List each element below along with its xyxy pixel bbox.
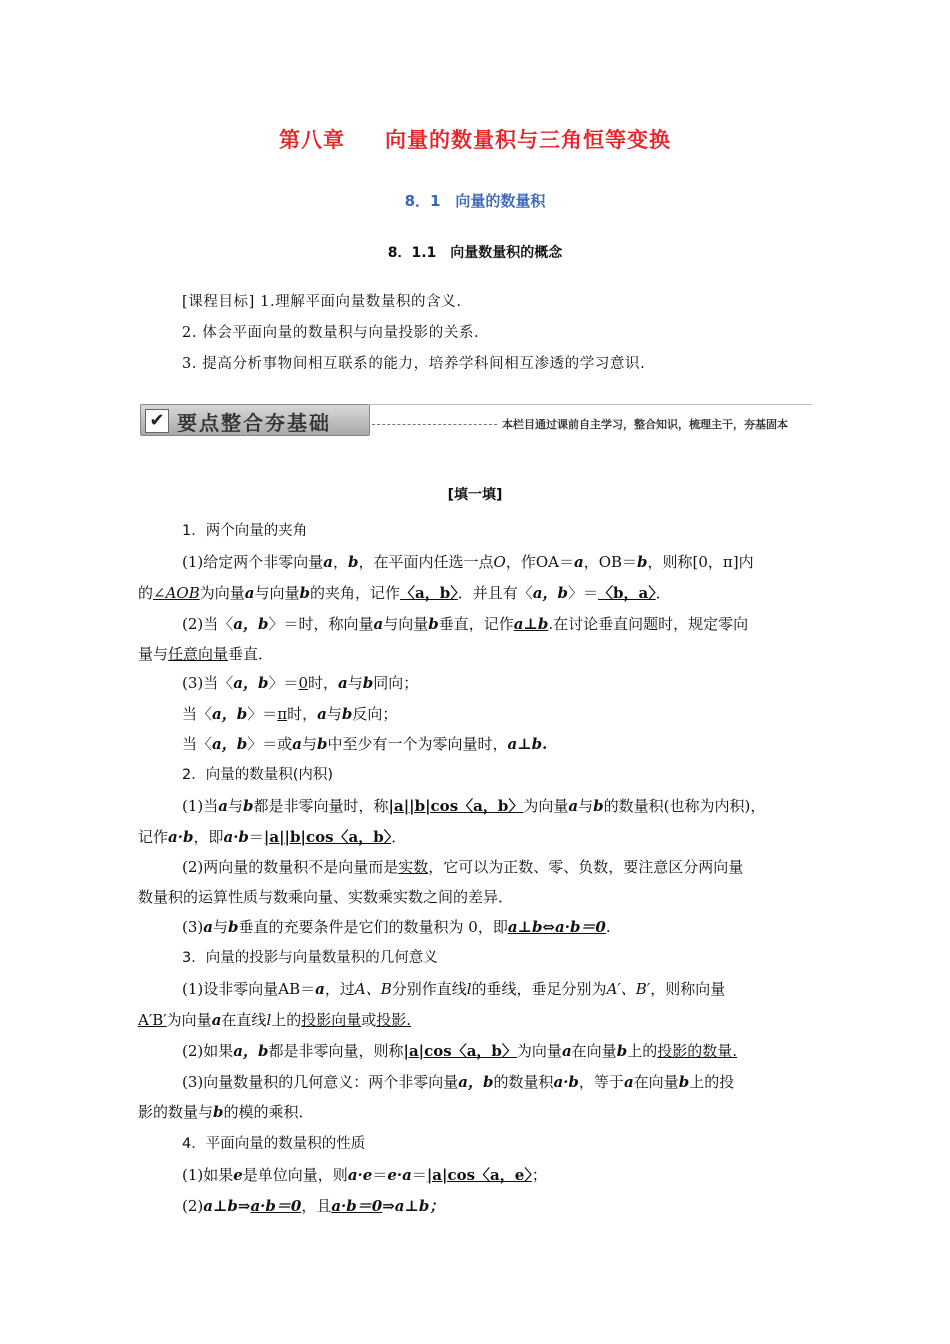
paragraph-line: 数量积的运算性质与数乘向量、实数乘实数之间的差异． [138,888,514,906]
paragraph-line: (2)当〈a，b〉＝时，称向量a与向量b垂直，记作a⊥b.在讨论垂直问题时，规定零向 [182,615,749,633]
fill-title: [填一填] [447,487,503,503]
banner-rule [368,404,812,405]
banner-note: 本栏目通过课前自主学习，整合知识，梳理主干，夯基固本 [502,418,788,431]
heading-3: 3．向量的投影与向量数量积的几何意义 [182,950,438,966]
banner-title: 要点整合夯基础 [177,411,331,435]
course-goal-3: 3. 提高分析事物间相互联系的能力，培养学科间相互渗透的学习意识. [182,356,646,372]
paragraph-line: 量与任意向量垂直． [138,645,274,663]
section-title: 8．1 向量的数量积 [404,192,546,210]
section-banner [140,404,812,436]
paragraph-line: (2)如果a，b都是非零向量，则称|a|cos〈a，b〉为向量a在向量b上的投影的数量. [182,1042,737,1060]
banner-badge [140,404,370,436]
paragraph-line: (3)向量数量积的几何意义：两个非零向量a，b的数量积a·b，等于a在向量b上的投 [182,1073,735,1091]
checkmark-icon: ✔ [145,409,169,433]
subsection-title: 8．1.1 向量数量积的概念 [387,245,563,261]
paragraph-line: A′B′为向量a在直线l上的投影向量或投影. [138,1011,412,1029]
course-goal-2: 2. 体会平面向量的数量积与向量投影的关系. [182,325,480,341]
course-goal-1: [课程目标] 1.理解平面向量数量积的含义. [182,294,462,310]
paragraph-line: 当〈a，b〉＝或a与b中至少有一个为零向量时，a⊥b. [182,735,548,753]
paragraph-line: (3)当〈a，b〉＝0时，a与b同向； [182,674,419,692]
paragraph-line: (2)a⊥b⇒a·b＝0，且a·b＝0⇒a⊥b； [182,1197,445,1215]
paragraph-line: (3)a与b垂直的充要条件是它们的数量积为 0，即a⊥b⇔a·b＝0. [182,918,611,936]
heading-2: 2．向量的数量积(内积) [182,767,334,783]
heading-1: 1．两个向量的夹角 [182,523,308,539]
paragraph-line: (2)两向量的数量积不是向量而是实数，它可以为正数、零、负数，要注意区分两向量 [182,858,744,876]
chapter-title: 第八章 向量的数量积与三角恒等变换 [279,128,671,152]
paragraph-line: 影的数量与b的模的乘积． [138,1103,314,1121]
paragraph-line: (1)如果e是单位向量，则a·e＝e·a＝|a|cos〈a，e〉； [182,1166,547,1184]
heading-4: 4．平面向量的数量积的性质 [182,1136,366,1152]
banner-dashed-line [372,424,497,425]
paragraph-line: 记作a·b，即a·b＝|a||b|cos〈a，b〉． [138,828,407,846]
paragraph-line: 的∠AOB为向量a与向量b的夹角，记作〈a，b〉．并且有〈a，b〉＝〈b，a〉． [138,584,671,602]
paragraph-line: 当〈a，b〉＝π时，a与b反向； [182,705,398,723]
paragraph-line: (1)给定两个非零向量a，b，在平面内任选一点O，作OA＝a，OB＝b，则称[0，π]内 [182,553,754,571]
paragraph-line: (1)设非零向量AB＝a，过A、B分别作直线l的垂线，垂足分别为A′、B′，则称向量 [182,980,726,998]
paragraph-line: (1)当a与b都是非零向量时，称|a||b|cos〈a，b〉为向量a与b的数量积(也称为内积)， [182,797,766,815]
